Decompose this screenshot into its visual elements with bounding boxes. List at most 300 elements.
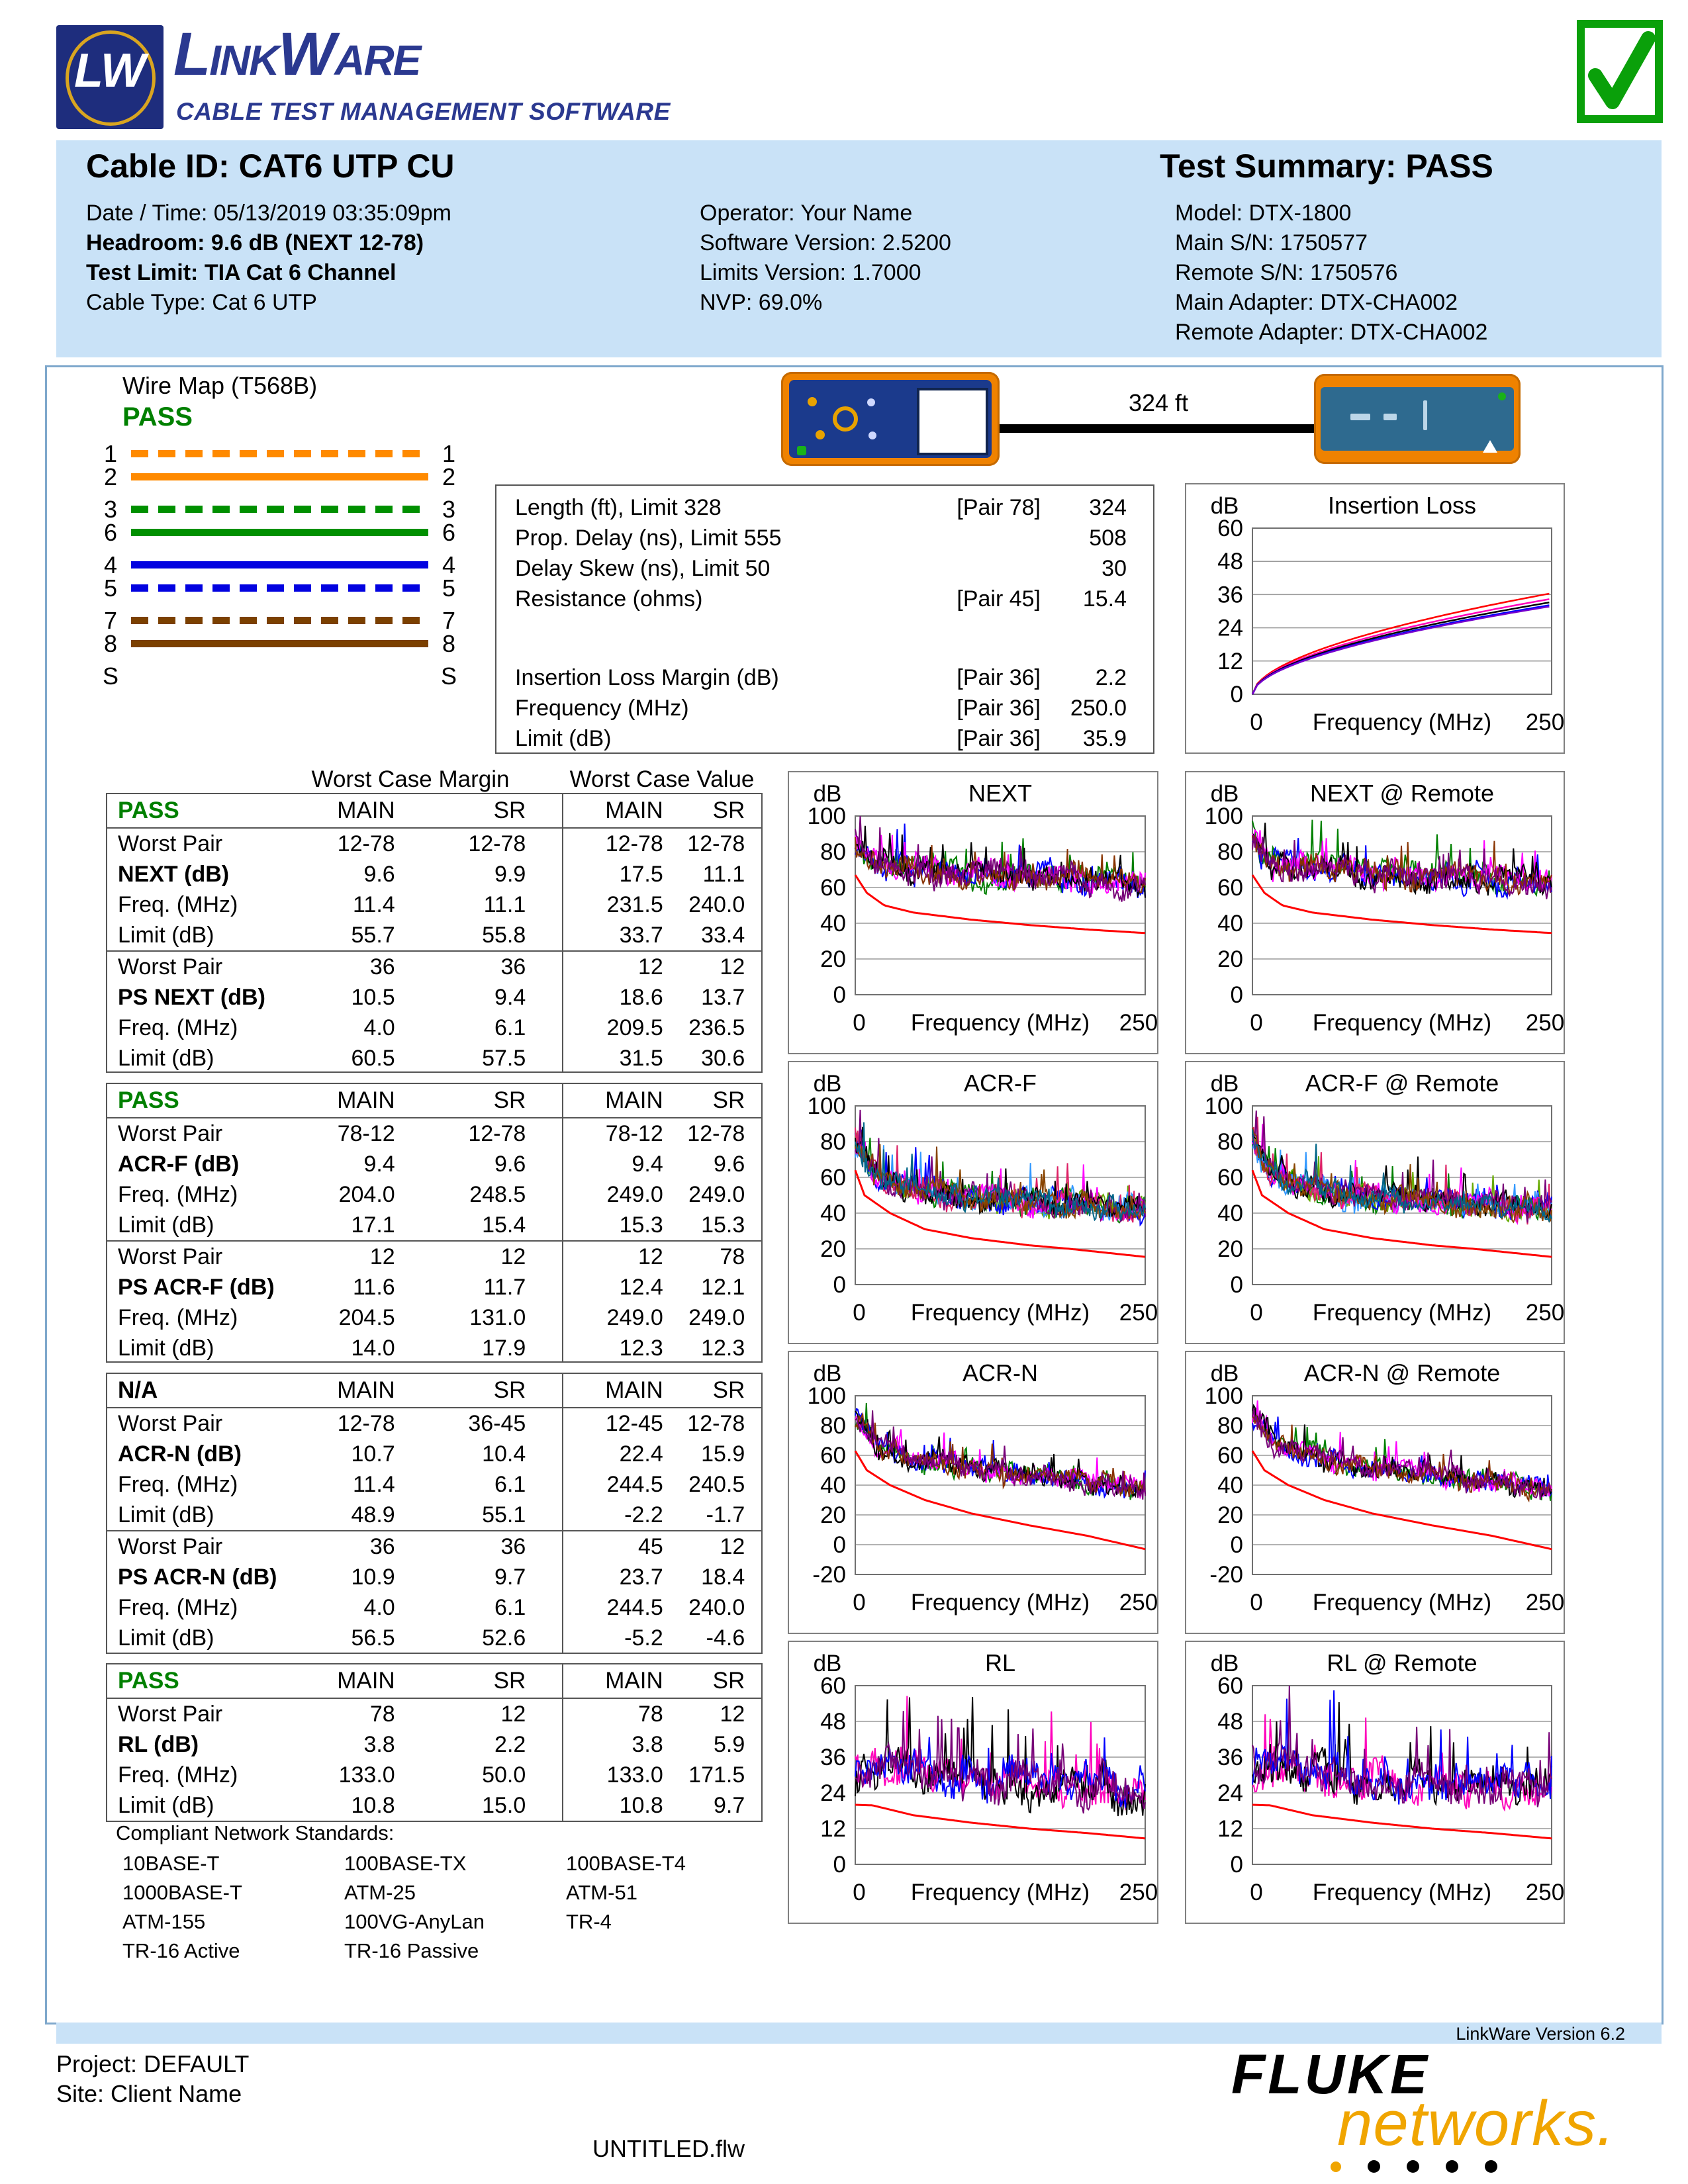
table-row <box>107 889 761 920</box>
measurement-label: Limit (dB) <box>515 725 612 751</box>
row-value: 10.9 <box>351 1564 395 1590</box>
svg-text:20: 20 <box>1217 946 1243 972</box>
row-label: ACR-N (dB) <box>118 1441 242 1467</box>
row-value: 78 <box>637 1701 663 1727</box>
table-divider <box>562 794 563 1071</box>
svg-text:Frequency (MHz): Frequency (MHz) <box>910 1880 1090 1905</box>
row-value: 12-78 <box>337 831 395 856</box>
table-row <box>107 1333 761 1363</box>
row-value: 10.4 <box>482 1441 526 1467</box>
wiremap-pin-right: 1 <box>442 439 456 467</box>
measurement-pair: [Pair 78] <box>957 494 1041 520</box>
row-label: Worst Pair <box>118 831 223 856</box>
svg-text:dB: dB <box>813 1651 842 1676</box>
table-column-header: SR <box>493 1377 526 1403</box>
chart-canvas-acrf_remote <box>1186 1062 1564 1343</box>
row-value: 12-78 <box>687 1120 745 1146</box>
logo-monogram: LW <box>74 44 146 97</box>
wiremap-diagram <box>99 439 460 690</box>
wiremap-row <box>99 518 460 546</box>
table-row <box>107 1439 761 1469</box>
svg-text:0: 0 <box>1250 1010 1263 1036</box>
table-status: PASS <box>118 1668 179 1694</box>
footer-band <box>56 2023 1662 2044</box>
row-value: 240.5 <box>688 1471 745 1497</box>
row-label: Freq. (MHz) <box>118 1304 238 1330</box>
table-row <box>107 1118 761 1149</box>
svg-text:ACR-F: ACR-F <box>964 1069 1037 1097</box>
table-row <box>107 859 761 889</box>
row-value: 55.8 <box>482 922 526 948</box>
svg-text:40: 40 <box>820 911 846 936</box>
networks-wordmark: networks. <box>1337 2088 1615 2159</box>
info-line: Headroom: 9.6 dB (NEXT 12-78) <box>86 230 424 255</box>
next-results-table <box>106 793 763 1073</box>
table-column-header: SR <box>493 797 526 823</box>
row-value: 244.5 <box>606 1594 663 1620</box>
row-value: 36 <box>369 1533 395 1559</box>
svg-text:40: 40 <box>1217 911 1243 936</box>
svg-text:ACR-N: ACR-N <box>962 1359 1038 1387</box>
svg-text:36: 36 <box>1217 582 1243 608</box>
linkware-logo <box>56 25 164 129</box>
footer-filename: UNTITLED.flw <box>592 2135 745 2162</box>
svg-text:NEXT @ Remote: NEXT @ Remote <box>1310 780 1494 807</box>
wiremap-row <box>99 495 460 523</box>
svg-text:0: 0 <box>853 1010 866 1036</box>
row-label: Worst Pair <box>118 954 223 979</box>
row-label: PS NEXT (dB) <box>118 984 265 1010</box>
wiremap-wire <box>131 450 428 457</box>
svg-text:0: 0 <box>1250 1880 1263 1905</box>
svg-text:40: 40 <box>1217 1201 1243 1226</box>
svg-text:60: 60 <box>1217 1165 1243 1191</box>
svg-text:80: 80 <box>1217 1129 1243 1155</box>
info-column-left <box>86 199 451 318</box>
row-value: 10.7 <box>351 1441 395 1467</box>
row-value: 12.3 <box>701 1335 745 1361</box>
chart-acrf <box>788 1061 1158 1344</box>
row-value: 12.1 <box>701 1274 745 1300</box>
measurement-pair: [Pair 45] <box>957 586 1041 612</box>
row-value: 10.5 <box>351 984 395 1010</box>
standard-item: 1000BASE-T <box>122 1881 242 1904</box>
row-value: 10.8 <box>351 1792 395 1818</box>
info-line: Software Version: 2.5200 <box>700 230 951 255</box>
svg-text:80: 80 <box>820 1413 846 1439</box>
svg-text:ACR-F @ Remote: ACR-F @ Remote <box>1305 1069 1499 1097</box>
svg-text:Frequency (MHz): Frequency (MHz) <box>1312 709 1492 735</box>
table-row <box>107 1760 761 1790</box>
row-value: 12 <box>500 1244 526 1269</box>
row-value: 236.5 <box>688 1015 745 1040</box>
info-line: Remote S/N: 1750576 <box>1175 260 1398 285</box>
svg-text:0: 0 <box>833 1272 846 1298</box>
table-row <box>107 1592 761 1623</box>
row-value: 18.6 <box>619 984 663 1010</box>
wiremap-pin-left: 5 <box>103 574 118 602</box>
svg-text:0: 0 <box>833 982 846 1008</box>
chart-canvas-next_remote <box>1186 772 1564 1053</box>
measurement-row <box>496 662 1153 693</box>
row-value: 133.0 <box>606 1762 663 1788</box>
row-value: 14.0 <box>351 1335 395 1361</box>
table-row <box>107 1623 761 1653</box>
main-tester-image <box>781 372 1000 466</box>
svg-text:dB: dB <box>813 781 842 807</box>
table-row <box>107 1408 761 1439</box>
row-value: 78-12 <box>337 1120 395 1146</box>
wiremap-row <box>99 664 460 688</box>
row-value: 240.0 <box>688 1594 745 1620</box>
wiremap-pin-right: 4 <box>442 551 456 578</box>
measurement-value: 2.2 <box>1095 664 1127 690</box>
acrf-results-table <box>106 1083 763 1363</box>
row-value: 9.4 <box>494 984 526 1010</box>
row-value: 45 <box>637 1533 663 1559</box>
row-value: 12-78 <box>337 1410 395 1436</box>
measurement-row <box>496 693 1153 723</box>
table-status: N/A <box>118 1377 158 1403</box>
measurements-rows <box>496 486 1153 754</box>
svg-text:60: 60 <box>820 875 846 901</box>
row-label: Freq. (MHz) <box>118 1471 238 1497</box>
row-value: -1.7 <box>706 1502 745 1527</box>
table-column-header: SR <box>493 1087 526 1113</box>
table-row <box>107 1729 761 1760</box>
wiremap-row <box>99 629 460 657</box>
table-row <box>107 829 761 859</box>
table-row <box>107 950 761 982</box>
svg-text:60: 60 <box>820 1673 846 1699</box>
row-value: 231.5 <box>606 891 663 917</box>
app-subtitle: CABLE TEST MANAGEMENT SOFTWARE <box>176 98 671 125</box>
measurement-pair: [Pair 36] <box>957 725 1041 751</box>
row-value: 12-78 <box>468 831 526 856</box>
table-header-row <box>107 1664 761 1699</box>
measurement-label: Frequency (MHz) <box>515 695 689 721</box>
wiremap-pin-left: 6 <box>103 518 118 546</box>
svg-text:RL: RL <box>984 1649 1016 1676</box>
row-value: 6.1 <box>494 1594 526 1620</box>
measurements-table <box>495 484 1154 754</box>
row-value: 11.6 <box>353 1274 395 1300</box>
table-header-row <box>107 1374 761 1408</box>
info-line: Test Limit: TIA Cat 6 Channel <box>86 260 397 285</box>
chart-next <box>788 771 1158 1054</box>
row-value: 11.7 <box>483 1274 526 1300</box>
row-value: 204.0 <box>338 1181 395 1207</box>
svg-text:24: 24 <box>820 1780 846 1806</box>
row-value: 9.6 <box>714 1151 745 1177</box>
table-row <box>107 1790 761 1821</box>
row-value: 33.7 <box>619 922 663 948</box>
linkware-version-label: LinkWare Version 6.2 <box>1456 2024 1625 2044</box>
svg-text:100: 100 <box>807 803 846 829</box>
wiremap-row <box>99 606 460 634</box>
row-value: 3.8 <box>363 1731 395 1757</box>
wiremap-pin-right: 5 <box>442 574 456 602</box>
svg-text:Frequency (MHz): Frequency (MHz) <box>1312 1590 1492 1615</box>
svg-text:12: 12 <box>1217 1816 1243 1842</box>
row-label: Worst Pair <box>118 1410 223 1436</box>
standard-item: 100VG-AnyLan <box>344 1910 485 1933</box>
wiremap-wire <box>131 506 428 513</box>
svg-text:0: 0 <box>1230 682 1243 707</box>
wiremap-pin-left: 1 <box>103 439 118 467</box>
info-line: Limits Version: 1.7000 <box>700 260 921 285</box>
measurement-value: 15.4 <box>1082 586 1127 612</box>
row-label: PS ACR-N (dB) <box>118 1564 277 1590</box>
svg-text:80: 80 <box>1217 839 1243 865</box>
row-value: 60.5 <box>351 1045 395 1071</box>
svg-text:-20: -20 <box>1209 1562 1243 1588</box>
svg-text:Insertion Loss: Insertion Loss <box>1327 492 1477 519</box>
fluke-dots-icon <box>1331 2160 1497 2173</box>
table-row <box>107 1272 761 1302</box>
measurement-row <box>496 523 1153 553</box>
svg-text:20: 20 <box>1217 1236 1243 1262</box>
measurement-value: 30 <box>1102 555 1127 581</box>
chart-rl <box>788 1641 1158 1924</box>
table-column-header: SR <box>712 1668 745 1694</box>
row-value: 11.1 <box>483 891 526 917</box>
row-value: 9.6 <box>494 1151 526 1177</box>
svg-text:250: 250 <box>1525 1880 1564 1905</box>
row-value: 12.4 <box>619 1274 663 1300</box>
table-row <box>107 1562 761 1592</box>
table-row <box>107 1500 761 1530</box>
svg-text:24: 24 <box>1217 1780 1243 1806</box>
row-value: 12 <box>500 1701 526 1727</box>
info-line: Main Adapter: DTX-CHA002 <box>1175 290 1458 315</box>
svg-text:40: 40 <box>820 1473 846 1498</box>
table-column-header: MAIN <box>337 1377 395 1403</box>
row-value: 249.0 <box>606 1181 663 1207</box>
fluke-wordmark: FLUKE <box>1231 2043 1430 2105</box>
row-label: Freq. (MHz) <box>118 1762 238 1788</box>
table-column-header: SR <box>712 797 745 823</box>
svg-text:0: 0 <box>1230 1532 1243 1558</box>
svg-text:80: 80 <box>820 839 846 865</box>
row-value: 131.0 <box>469 1304 526 1330</box>
row-value: 50.0 <box>482 1762 526 1788</box>
svg-text:0: 0 <box>1250 1300 1263 1326</box>
row-value: 23.7 <box>619 1564 663 1590</box>
svg-text:12: 12 <box>820 1816 846 1842</box>
row-value: 15.0 <box>482 1792 526 1818</box>
table-column-header: MAIN <box>605 797 663 823</box>
svg-text:dB: dB <box>1210 1651 1239 1676</box>
row-label: Freq. (MHz) <box>118 1181 238 1207</box>
row-value: 12 <box>637 1244 663 1269</box>
row-value: 78 <box>720 1244 745 1269</box>
table-row <box>107 1699 761 1729</box>
wiremap-pin-right: 8 <box>442 629 456 657</box>
row-value: 11.4 <box>353 891 395 917</box>
row-value: 6.1 <box>494 1015 526 1040</box>
row-label: NEXT (dB) <box>118 861 230 887</box>
row-value: 12-45 <box>605 1410 663 1436</box>
svg-text:Frequency (MHz): Frequency (MHz) <box>910 1300 1090 1326</box>
svg-text:100: 100 <box>807 1093 846 1119</box>
table-row <box>107 1530 761 1562</box>
table-column-header: MAIN <box>605 1377 663 1403</box>
measurement-label: Delay Skew (ns), Limit 50 <box>515 555 771 581</box>
row-label: Limit (dB) <box>118 1335 214 1361</box>
standard-item: 100BASE-T4 <box>566 1852 686 1875</box>
svg-text:100: 100 <box>1204 1093 1243 1119</box>
row-value: 15.4 <box>482 1212 526 1238</box>
row-value: 15.3 <box>619 1212 663 1238</box>
svg-text:20: 20 <box>820 1236 846 1262</box>
row-value: 36-45 <box>468 1410 526 1436</box>
measurement-label: Length (ft), Limit 328 <box>515 494 722 520</box>
row-value: 57.5 <box>482 1045 526 1071</box>
row-label: RL (dB) <box>118 1731 199 1757</box>
svg-text:250: 250 <box>1525 1590 1564 1615</box>
svg-text:0: 0 <box>1230 1852 1243 1878</box>
svg-text:dB: dB <box>1210 1361 1239 1387</box>
row-value: 15.3 <box>701 1212 745 1238</box>
table-column-header: MAIN <box>605 1668 663 1694</box>
standards-title: Compliant Network Standards: <box>116 1821 395 1844</box>
table-row <box>107 1179 761 1210</box>
chart-acrf-remote <box>1185 1061 1565 1344</box>
svg-text:60: 60 <box>820 1443 846 1469</box>
table-column-header: MAIN <box>605 1087 663 1113</box>
row-label: ACR-F (dB) <box>118 1151 240 1177</box>
wiremap-pin-left: 3 <box>103 495 118 523</box>
table-divider <box>562 1084 563 1361</box>
wiremap-row <box>99 465 460 488</box>
row-label: Freq. (MHz) <box>118 891 238 917</box>
row-value: 249.0 <box>688 1304 745 1330</box>
chart-acrn <box>788 1351 1158 1634</box>
row-value: 12-78 <box>687 831 745 856</box>
svg-text:20: 20 <box>820 946 846 972</box>
measurement-label: Resistance (ohms) <box>515 586 703 612</box>
row-value: 36 <box>500 1533 526 1559</box>
svg-text:250: 250 <box>1525 1010 1564 1036</box>
footer-project: Project: DEFAULT <box>56 2050 250 2077</box>
svg-text:dB: dB <box>1210 781 1239 807</box>
table-row <box>107 920 761 950</box>
table-header-row <box>107 794 761 829</box>
row-value: 204.5 <box>338 1304 395 1330</box>
svg-text:250: 250 <box>1525 709 1564 735</box>
row-value: 5.9 <box>714 1731 745 1757</box>
row-label: Freq. (MHz) <box>118 1015 238 1040</box>
standard-item: 10BASE-T <box>122 1852 220 1875</box>
row-value: 12 <box>637 954 663 979</box>
svg-text:0: 0 <box>853 1300 866 1326</box>
row-value: 22.4 <box>619 1441 663 1467</box>
row-label: Worst Pair <box>118 1244 223 1269</box>
svg-text:24: 24 <box>1217 615 1243 641</box>
table-row <box>107 982 761 1013</box>
row-value: -2.2 <box>624 1502 663 1527</box>
wiremap-row <box>99 439 460 467</box>
row-value: 9.7 <box>714 1792 745 1818</box>
main-tester-screen <box>917 388 988 455</box>
svg-text:40: 40 <box>1217 1473 1243 1498</box>
wiremap-pin-right: 6 <box>442 518 456 546</box>
wiremap-wire <box>131 584 428 592</box>
svg-text:20: 20 <box>1217 1502 1243 1528</box>
standard-item: ATM-51 <box>566 1881 637 1904</box>
svg-text:12: 12 <box>1217 648 1243 674</box>
info-line: NVP: 69.0% <box>700 290 823 315</box>
row-value: 240.0 <box>688 891 745 917</box>
measurement-row <box>496 553 1153 584</box>
test-summary-title: Test Summary: PASS <box>1160 148 1493 185</box>
measurement-pair: [Pair 36] <box>957 664 1041 690</box>
svg-text:60: 60 <box>1217 1673 1243 1699</box>
row-value: 4.0 <box>363 1015 395 1040</box>
svg-text:0: 0 <box>853 1880 866 1905</box>
svg-text:dB: dB <box>1210 1071 1239 1097</box>
wiremap-row <box>99 553 460 576</box>
svg-text:48: 48 <box>1217 549 1243 575</box>
svg-text:40: 40 <box>820 1201 846 1226</box>
wiremap-pin-right: 2 <box>442 463 456 490</box>
svg-text:100: 100 <box>1204 803 1243 829</box>
row-label: PS ACR-F (dB) <box>118 1274 275 1300</box>
info-line: Model: DTX-1800 <box>1175 201 1352 226</box>
measurement-row <box>496 492 1153 523</box>
row-value: 11.1 <box>702 861 745 887</box>
info-column-middle <box>700 199 951 318</box>
row-value: 12 <box>369 1244 395 1269</box>
info-column-right <box>1175 199 1487 347</box>
row-value: 48.9 <box>351 1502 395 1527</box>
row-label: Worst Pair <box>118 1533 223 1559</box>
chart-canvas-acrf <box>789 1062 1157 1343</box>
chart-canvas-rl <box>789 1642 1157 1923</box>
row-label: Limit (dB) <box>118 1625 214 1651</box>
row-value: 2.2 <box>494 1731 526 1757</box>
row-value: 12.3 <box>619 1335 663 1361</box>
wiremap-wire <box>131 617 428 624</box>
standard-item: ATM-25 <box>344 1881 416 1904</box>
table-row <box>107 1210 761 1240</box>
svg-text:36: 36 <box>1217 1745 1243 1770</box>
row-label: Limit (dB) <box>118 1212 214 1238</box>
row-value: -4.6 <box>706 1625 745 1651</box>
measurement-value: 35.9 <box>1082 725 1127 751</box>
row-value: 133.0 <box>338 1762 395 1788</box>
row-value: 36 <box>369 954 395 979</box>
wiremap-pin-left: 7 <box>103 606 118 634</box>
row-value: 30.6 <box>701 1045 745 1071</box>
wiremap-row <box>99 576 460 600</box>
standards-column <box>344 1849 485 1966</box>
row-value: 78 <box>369 1701 395 1727</box>
wiremap-pin-right: S <box>440 662 457 690</box>
standard-item: ATM-155 <box>122 1910 206 1933</box>
standard-item: 100BASE-TX <box>344 1852 467 1875</box>
row-value: 12-78 <box>605 831 663 856</box>
svg-text:RL @ Remote: RL @ Remote <box>1327 1649 1477 1676</box>
measurement-value: 250.0 <box>1070 695 1127 721</box>
row-value: 55.7 <box>351 922 395 948</box>
standard-item: TR-16 Active <box>122 1939 240 1962</box>
info-line: Operator: Your Name <box>700 201 913 226</box>
svg-text:dB: dB <box>1210 493 1239 519</box>
svg-text:ACR-N @ Remote: ACR-N @ Remote <box>1303 1359 1501 1387</box>
svg-text:0: 0 <box>833 1532 846 1558</box>
